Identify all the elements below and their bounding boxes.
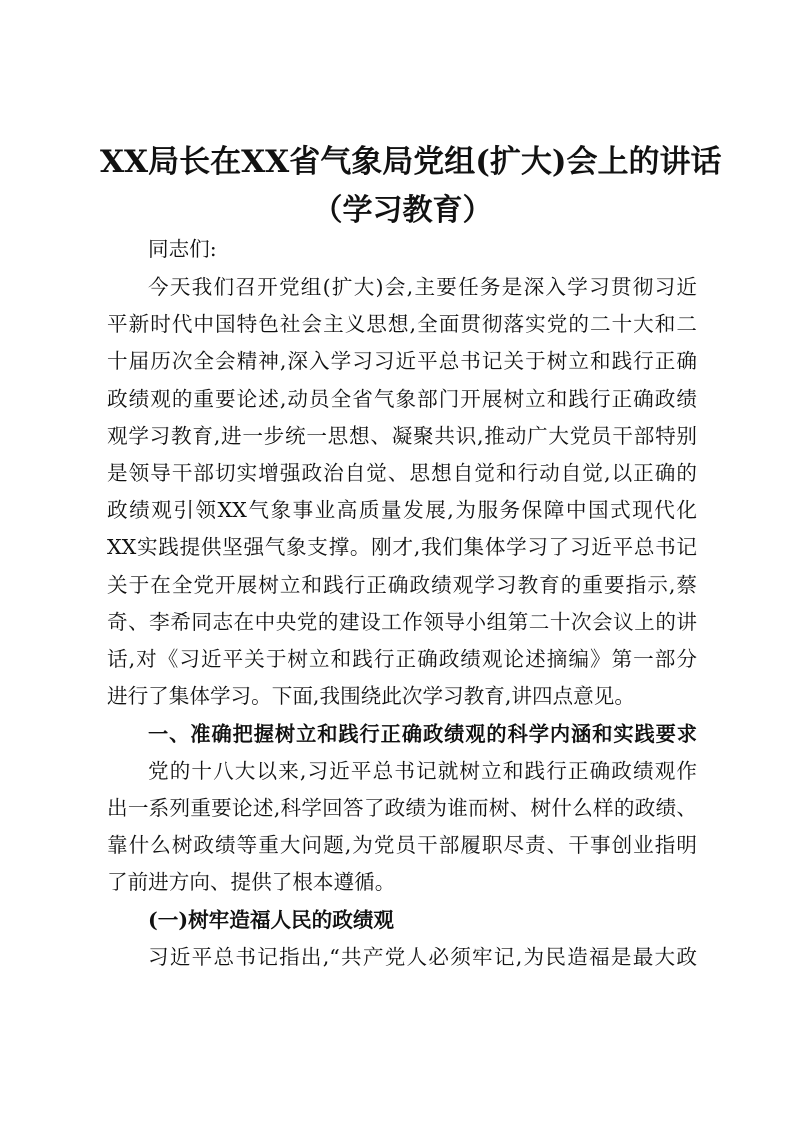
paragraph-line: 出一系列重要论述,科学回答了政绩为谁而树、树什么样的政绩、	[107, 796, 697, 820]
paragraph-line: 党的十八大以来,习近平总书记就树立和践行正确政绩观作	[148, 759, 697, 783]
paragraph-line: 观学习教育,进一步统一思想、凝聚共识,推动广大党员干部特别	[107, 424, 697, 448]
paragraph-line: 政绩观的重要论述,动员全省气象部门开展树立和践行正确政绩	[107, 387, 697, 411]
document-title: XX局长在XX省气象局党组(扩大)会上的讲话	[100, 144, 722, 180]
salutation: 同志们:	[148, 237, 217, 261]
document-subtitle: （学习教育）	[312, 193, 493, 228]
paragraph-line: 话,对《习近平关于树立和践行正确政绩观论述摘编》第一部分	[107, 647, 697, 671]
paragraph-line: 奇、李希同志在中央党的建设工作领导小组第二十次会议上的讲	[107, 610, 697, 634]
paragraph-line: XX实践提供坚强气象支撑。刚才,我们集体学习了习近平总书记	[107, 535, 697, 559]
paragraph-line: 习近平总书记指出,“共产党人必须牢记,为民造福是最大政	[148, 945, 697, 969]
paragraph-line: 十届历次全会精神,深入学习习近平总书记关于树立和践行正确	[107, 349, 697, 373]
paragraph-line: 平新时代中国特色社会主义思想,全面贯彻落实党的二十大和二	[107, 312, 697, 336]
paragraph-line: 今天我们召开党组(扩大)会,主要任务是深入学习贯彻习近	[148, 275, 697, 299]
section-heading: 一、准确把握树立和践行正确政绩观的科学内涵和实践要求	[148, 722, 697, 746]
paragraph-line: 是领导干部切实增强政治自觉、思想自觉和行动自觉,以正确的	[107, 461, 697, 485]
subsection-heading: (一)树牢造福人民的政绩观	[148, 908, 395, 932]
paragraph-line: 靠什么树政绩等重大问题,为党员干部履职尽责、干事创业指明	[107, 833, 697, 857]
paragraph-line: 政绩观引领XX气象事业高质量发展,为服务保障中国式现代化	[107, 498, 697, 522]
paragraph-line: 关于在全党开展树立和践行正确政绩观学习教育的重要指示,蔡	[107, 573, 697, 597]
paragraph-line: 进行了集体学习。下面,我围绕此次学习教育,讲四点意见。	[107, 684, 635, 708]
paragraph-line: 了前进方向、提供了根本遵循。	[107, 870, 396, 894]
